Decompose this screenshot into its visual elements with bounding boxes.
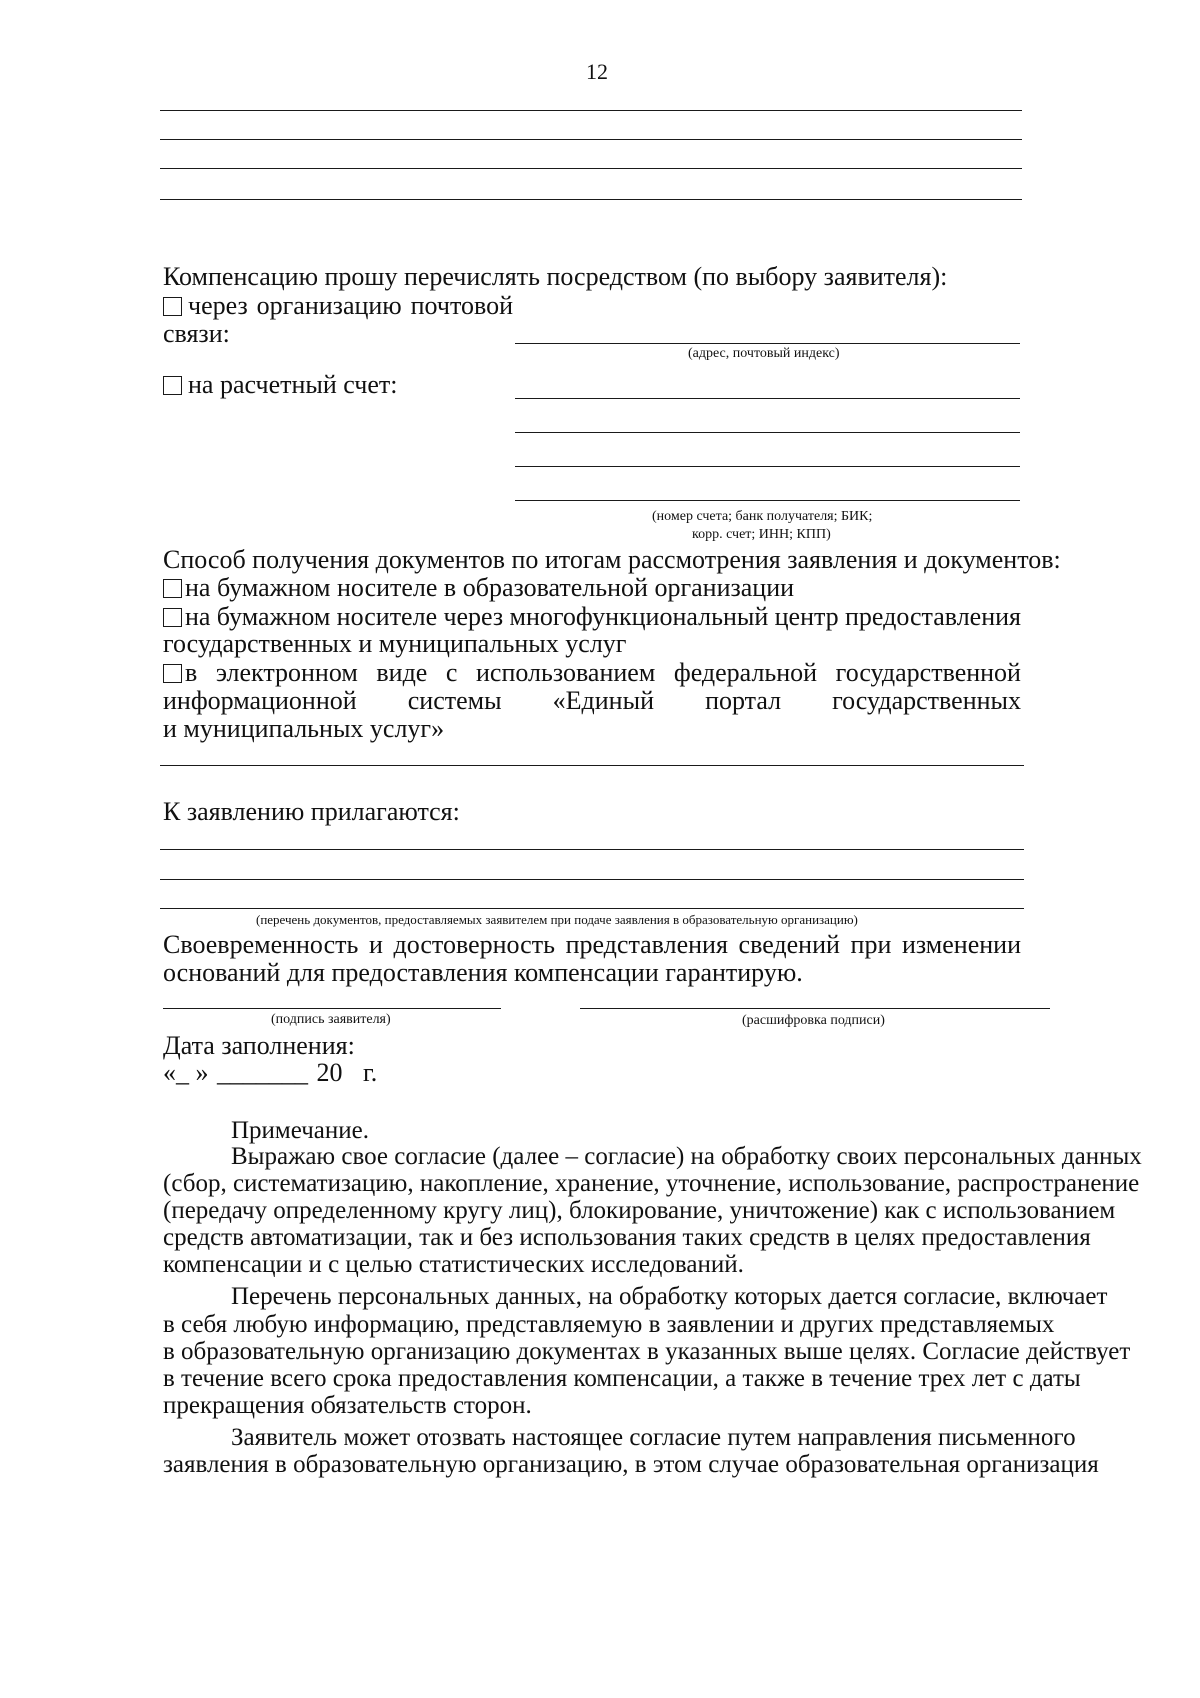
documents-option-2-line2: государственных и муниципальных услуг <box>163 629 627 658</box>
guarantee-word-2: и <box>368 930 383 959</box>
documents-option-3-line2-word-4: портал <box>705 686 782 715</box>
guarantee-word-6: при <box>850 930 892 959</box>
attachments-caption: (перечень документов, предоставляемых заявителем при подаче заявления в образовательную организацию) <box>256 912 858 927</box>
note-p2-line4: в течение всего срока предоставления компенсации, а также в течение трех лет с даты <box>163 1365 1081 1392</box>
documents-option-2-word-2: бумажном <box>216 602 331 631</box>
blank-line[interactable] <box>160 199 1022 200</box>
signature-caption: (подпись заявителя) <box>271 1012 391 1027</box>
note-p1-line1: Выражаю свое согласие (далее – согласие) на обработку своих персональных данных <box>231 1143 1142 1170</box>
page-number: 12 <box>586 59 608 84</box>
compensation-heading: Компенсацию прошу перечислять посредством (по выбору заявителя): <box>163 262 948 291</box>
note-p2-line2: в себя любую информацию, представляемую в заявлении и других представляемых <box>163 1311 1055 1338</box>
address-caption: (адрес, почтовый индекс) <box>688 346 840 361</box>
blank-line[interactable] <box>160 765 1024 766</box>
note-p2-line1: Перечень персональных данных, на обработку которых дается согласие, включает <box>231 1283 1108 1310</box>
documents-method-heading: Способ получения документов по итогам рассмотрения заявления и документов: <box>163 545 1061 574</box>
account-caption-line2: корр. счет; ИНН; КПП) <box>692 527 831 542</box>
documents-option-3-line2-word-2: системы <box>407 686 502 715</box>
guarantee-word-5: сведений <box>738 930 840 959</box>
signature-field-line[interactable] <box>163 1008 501 1009</box>
date-field[interactable] <box>163 1058 377 1088</box>
attachments-field-line[interactable] <box>160 879 1024 880</box>
post-option-word-1: через <box>163 291 248 321</box>
documents-option-2-word-6: центр <box>774 602 839 631</box>
documents-option-3-line3: и муниципальных услуг» <box>163 714 445 743</box>
note-p3-line2: заявления в образовательную организацию, в этом случае образовательная организация <box>163 1451 1099 1478</box>
date-month-blank[interactable]: _______ <box>217 1058 308 1087</box>
documents-option-3-word-3: виде <box>376 658 428 687</box>
documents-option-2-word-5: многофункциональный <box>509 602 769 631</box>
documents-option-3-word-7: государственной <box>835 658 1021 687</box>
post-option-line2: связи: <box>163 319 230 348</box>
post-option-word-2: организацию <box>256 291 402 320</box>
date-year-suffix: г. <box>363 1058 378 1087</box>
date-label: Дата заполнения: <box>163 1031 355 1060</box>
post-checkbox[interactable] <box>163 297 182 316</box>
post-option <box>163 291 513 321</box>
guarantee-line1 <box>163 930 1021 960</box>
date-year-prefix: 20 <box>316 1058 343 1087</box>
documents-option-3-line2-word-3: «Единый <box>552 686 654 715</box>
electronic-checkbox[interactable] <box>163 664 182 683</box>
note-title: Примечание. <box>231 1117 370 1144</box>
note-p1-line5: компенсации и с целью статистических исследований. <box>163 1251 744 1278</box>
date-day[interactable]: «_ » <box>163 1058 209 1087</box>
account-option <box>163 370 398 400</box>
note-p2-line3: в образовательную организацию документах в указанных выше целях. Согласие действует <box>163 1338 1131 1365</box>
account-field-line[interactable] <box>515 500 1020 501</box>
post-option-word-3: почтовой <box>410 291 513 320</box>
account-field-line[interactable] <box>515 398 1020 399</box>
documents-option-3-line2 <box>163 686 1021 716</box>
blank-line[interactable] <box>160 168 1022 169</box>
guarantee-word-1: Своевременность <box>163 930 359 959</box>
note-p3-line1: Заявитель может отозвать настоящее согласие путем направления письменного <box>231 1424 1076 1451</box>
blank-line[interactable] <box>160 110 1022 111</box>
account-field-line[interactable] <box>515 466 1020 467</box>
paper-org-checkbox[interactable] <box>163 579 182 598</box>
note-p1-line4: средств автоматизации, так и без использования таких средств в целях предоставления <box>163 1224 1091 1251</box>
documents-option-2-word-1: на <box>163 602 210 632</box>
paper-mfc-checkbox[interactable] <box>163 608 182 627</box>
documents-option-3-line1 <box>163 658 1021 688</box>
documents-option-3-word-6: федеральной <box>673 658 818 687</box>
note-p1-line3: (передачу определенному кругу лиц), блокирование, уничтожение) как с использованием <box>163 1197 1116 1224</box>
signature-decoding-caption: (расшифровка подписи) <box>742 1013 885 1028</box>
signature-decoding-field-line[interactable] <box>580 1008 1050 1009</box>
guarantee-word-3: достоверность <box>393 930 555 959</box>
documents-option-2-line1 <box>163 602 1021 632</box>
attachments-field-line[interactable] <box>160 849 1024 850</box>
documents-option-3-word-5: использованием <box>476 658 656 687</box>
note-p1-line2: (сбор, систематизацию, накопление, хранение, уточнение, использование, распространение <box>163 1170 1140 1197</box>
attachments-field-line[interactable] <box>160 908 1024 909</box>
documents-option-3-word-2: электронном <box>215 658 358 687</box>
documents-option-2-word-3: носителе <box>336 602 438 631</box>
documents-option-1-label: на бумажном носителе в образовательной организации <box>185 573 795 602</box>
guarantee-line2: оснований для предоставления компенсации гарантирую. <box>163 958 803 987</box>
documents-option-3-word-4: с <box>445 658 458 687</box>
attachments-heading: К заявлению прилагаются: <box>163 797 460 826</box>
guarantee-word-4: представления <box>565 930 728 959</box>
account-option-label: на расчетный счет: <box>188 370 398 399</box>
documents-option-3-line2-word-1: информационной <box>163 686 357 715</box>
blank-line[interactable] <box>160 139 1022 140</box>
documents-option-2-word-4: через <box>443 602 504 631</box>
account-field-line[interactable] <box>515 432 1020 433</box>
note-p2-line5: прекращения обязательств сторон. <box>163 1392 532 1419</box>
account-caption-line1: (номер счета; банк получателя; БИК; <box>652 509 873 524</box>
account-checkbox[interactable] <box>163 376 182 395</box>
documents-option-3-line2-word-5: государственных <box>832 686 1021 715</box>
address-field-line[interactable] <box>515 343 1020 344</box>
documents-option-2-word-7: предоставления <box>845 602 1021 631</box>
guarantee-word-7: изменении <box>901 930 1021 959</box>
documents-option-1 <box>163 573 794 603</box>
documents-option-3-word-1: в <box>163 658 197 688</box>
